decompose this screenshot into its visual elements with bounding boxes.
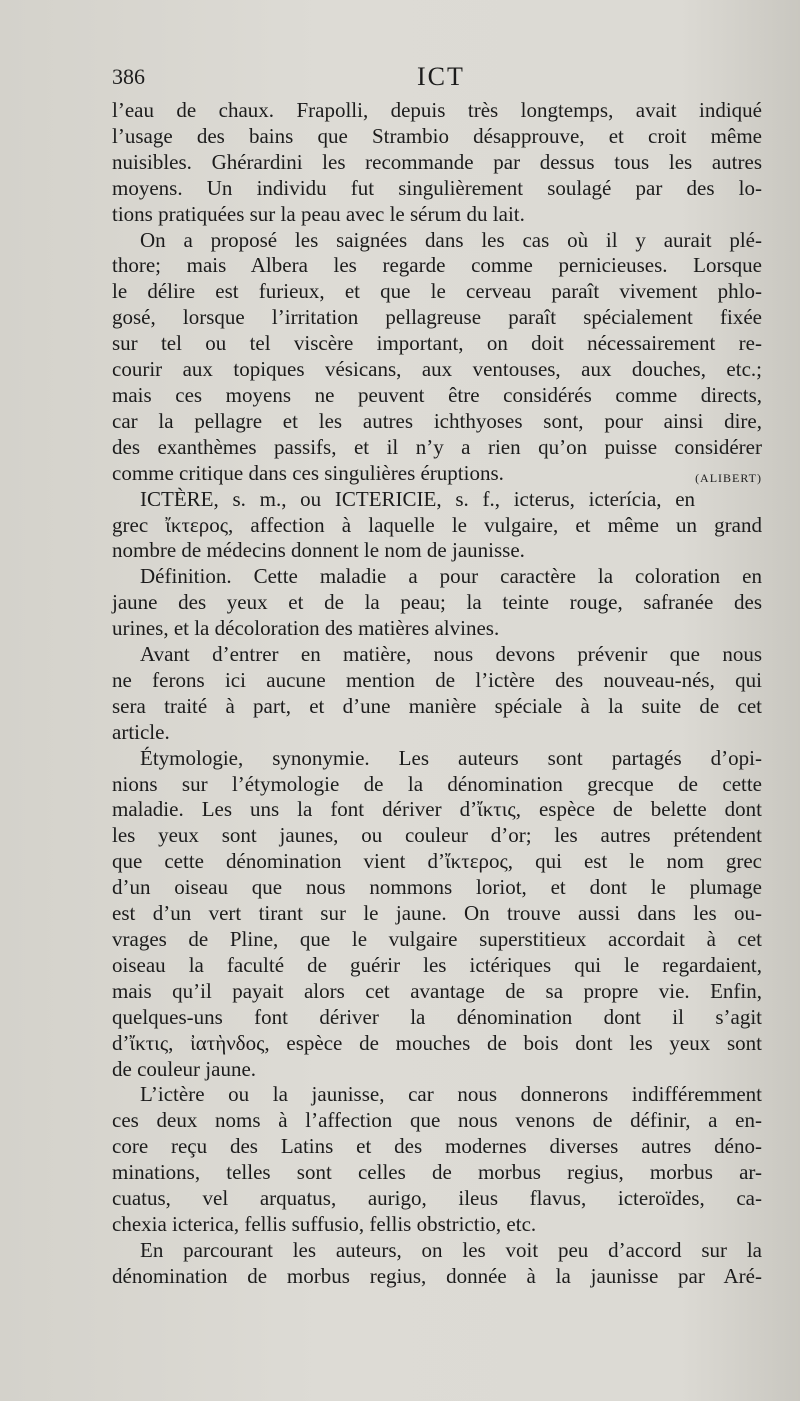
text-line: ne ferons ici aucune mention de l’ictère des nouveau-nés, qui: [112, 667, 762, 692]
text-line: mais ces moyens ne peuvent être considérés comme directs,: [112, 382, 762, 407]
author-signature: (ALIBERT): [695, 470, 762, 485]
text-line: d’ἴκτις, ἰατὴνδος, espèce de mouches de bois dont les yeux sont: [112, 1030, 762, 1055]
text-line-content: Définition. Cette maladie a pour caractère la coloration en: [140, 564, 762, 589]
text-line: maladie. Les uns la font dériver d’ἴκτις, espèce de belette dont: [112, 797, 762, 822]
text-line: que cette dénomination vient d’ἴκτερος, qui est le nom grec: [112, 849, 762, 874]
text-line-content: ICTÈRE, s. m., ou ICTERICIE, s. f., icterus, icterícia, en: [140, 486, 696, 511]
text-line: vrages de Pline, que le vulgaire superstitieux accordait à cet: [112, 927, 762, 951]
text-line-content: Avant d’entrer en matière, nous devons prévenir que nous: [140, 642, 762, 667]
text-line: urines, et la décoloration des matières alvines.: [112, 616, 500, 641]
text-line: jaune des yeux et de la peau; la teinte rouge, safranée des: [112, 590, 762, 615]
text-line: l’usage des bains que Strambio désapprouve, et croit même: [112, 123, 762, 148]
text-line: article.: [112, 719, 170, 744]
text-line: d’un oiseau que nous nommons loriot, et dont le plumage: [112, 875, 762, 900]
text-line: sera traité à part, et d’une manière spéciale à la suite de cet: [112, 693, 762, 718]
text-line: sur tel ou tel viscère important, on doit nécessairement re-: [112, 331, 762, 356]
text-line-content: En parcourant les auteurs, on les voit peu d’accord sur la: [140, 1237, 762, 1262]
entry-headword-line: [112, 487, 762, 513]
text-line: nions sur l’étymologie de la dénomination grecque de cette: [112, 771, 762, 796]
page-header: [112, 60, 762, 96]
text-line: gosé, lorsque l’irritation pellagreuse paraît spécialement fixée: [112, 305, 762, 330]
body-text: [112, 98, 762, 1290]
text-line: [112, 1082, 762, 1108]
text-line: [112, 642, 762, 668]
text-line-content: On a proposé les saignées dans les cas où il y aurait plé-: [140, 227, 762, 252]
text-line: est d’un vert tirant sur le jaune. On trouve aussi dans les ou-: [112, 901, 762, 926]
text-line: oiseau la faculté de guérir les ictériques qui le regardaient,: [112, 952, 762, 977]
text-line: les yeux sont jaunes, ou couleur d’or; les autres prétendent: [112, 823, 762, 848]
text-line: quelques-uns font dériver la dénomination dont il s’agit: [112, 1004, 762, 1029]
text-line: dénomination de morbus regius, donnée à la jaunisse par Aré-: [112, 1263, 762, 1288]
text-line: courir aux topiques vésicans, aux ventouses, aux douches, etc.;: [112, 357, 762, 382]
text-line: de couleur jaune.: [112, 1056, 257, 1081]
text-line-content: Étymologie, synonymie. Les auteurs sont partagés d’opi-: [140, 745, 762, 770]
text-line: [112, 1238, 762, 1264]
text-line-content: comme critique dans ces singulières éruptions.: [112, 460, 504, 485]
text-line-content: L’ictère ou la jaunisse, car nous donnerons indifféremment: [140, 1082, 762, 1107]
text-line: [112, 746, 762, 772]
text-line: [112, 564, 762, 590]
text-line: grec ἴκτερος, affection à laquelle le vulgaire, et même un grand: [112, 512, 762, 537]
text-line: nuisibles. Ghérardini les recommande par dessus tous les autres: [112, 149, 762, 174]
text-line: minations, telles sont celles de morbus regius, morbus ar-: [112, 1160, 762, 1185]
text-line: core reçu des Latins et des modernes diverses autres déno-: [112, 1134, 762, 1159]
text-line: l’eau de chaux. Frapolli, depuis très longtemps, avait indiqué: [112, 98, 762, 122]
page-number: 386: [112, 64, 145, 89]
text-line: car la pellagre et les autres ichthyoses sont, pour ainsi dire,: [112, 408, 762, 433]
text-line: le délire est furieux, et que le cerveau paraît vivement phlo-: [112, 279, 762, 304]
text-line: ces deux noms à l’affection que nous venons de définir, a en-: [112, 1108, 762, 1133]
text-line: nombre de médecins donnent le nom de jaunisse.: [112, 538, 525, 563]
text-line: mais qu’il payait alors cet avantage de sa propre vie. Enfin,: [112, 978, 762, 1003]
text-line: cuatus, vel arquatus, aurigo, ileus flavus, icteroïdes, ca-: [112, 1186, 762, 1211]
text-line: thore; mais Albera les regarde comme pernicieuses. Lorsque: [112, 253, 762, 278]
text-line: [112, 461, 762, 487]
text-line: tions pratiquées sur la peau avec le sérum du lait.: [112, 201, 525, 226]
running-head: ICT: [417, 62, 465, 91]
text-line: [112, 228, 762, 254]
text-line: des exanthèmes passifs, et il n’y a rien qu’on puisse considérer: [112, 434, 762, 459]
text-line: moyens. Un individu fut singulièrement soulagé par des lo-: [112, 175, 762, 200]
text-line: chexia icterica, fellis suffusio, fellis obstrictio, etc.: [112, 1211, 537, 1236]
